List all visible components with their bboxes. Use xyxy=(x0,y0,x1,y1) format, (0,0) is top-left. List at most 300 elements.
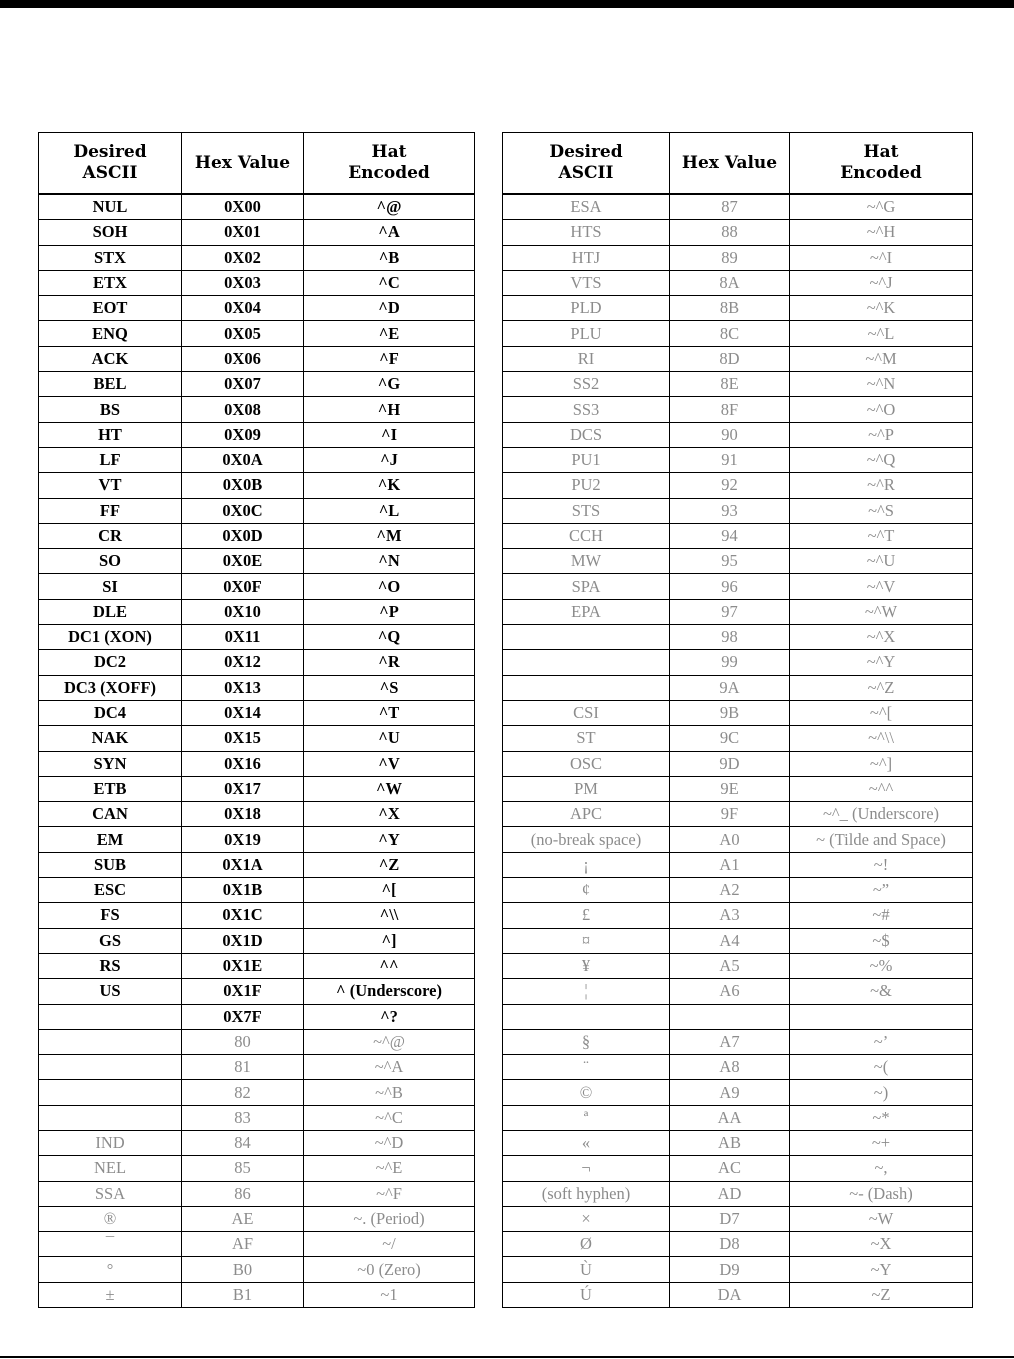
hex-cell: 83 xyxy=(182,1105,304,1130)
hex-cell: 89 xyxy=(670,245,790,270)
table-row xyxy=(503,1130,973,1155)
hat-cell: ^? xyxy=(304,1004,475,1029)
hat-cell: ~^W xyxy=(790,599,973,624)
hat-cell: ~^^ xyxy=(790,776,973,801)
hat-cell: ^M xyxy=(304,523,475,548)
ascii-cell: ESA xyxy=(503,194,670,220)
hex-cell xyxy=(670,1004,790,1029)
table-row xyxy=(503,1282,973,1307)
header-hex-value: Hex Value xyxy=(182,133,304,195)
hex-cell: AA xyxy=(670,1105,790,1130)
ascii-cell xyxy=(503,675,670,700)
ascii-cell: « xyxy=(503,1130,670,1155)
hex-cell: 8D xyxy=(670,346,790,371)
ascii-cell: ª xyxy=(503,1105,670,1130)
ascii-cell: OSC xyxy=(503,751,670,776)
ascii-cell: SSA xyxy=(39,1181,182,1206)
hex-cell: A8 xyxy=(670,1055,790,1080)
hex-cell: 0X10 xyxy=(182,599,304,624)
table-row xyxy=(39,372,475,397)
hex-cell: 0X1F xyxy=(182,979,304,1004)
hat-cell: ~^X xyxy=(790,625,973,650)
hat-cell: ~^H xyxy=(790,220,973,245)
hex-cell: D8 xyxy=(670,1232,790,1257)
table-row xyxy=(39,1282,475,1307)
hat-cell: ^K xyxy=(304,473,475,498)
hat-cell: ^L xyxy=(304,498,475,523)
ascii-cell: CAN xyxy=(39,802,182,827)
hex-cell: 0X11 xyxy=(182,625,304,650)
table-row xyxy=(503,1029,973,1054)
table-row xyxy=(503,827,973,852)
ascii-cell: HTS xyxy=(503,220,670,245)
header-row xyxy=(39,133,475,195)
hex-cell: A2 xyxy=(670,878,790,903)
table-row xyxy=(503,473,973,498)
ascii-cell xyxy=(39,1004,182,1029)
ascii-cell: ¬ xyxy=(503,1156,670,1181)
hex-cell: B0 xyxy=(182,1257,304,1282)
hex-cell: 0X17 xyxy=(182,776,304,801)
ascii-cell: PU1 xyxy=(503,447,670,472)
hat-cell: ~* xyxy=(790,1105,973,1130)
header-desired-ascii xyxy=(39,133,182,195)
table-row xyxy=(39,827,475,852)
hat-cell: ~. (Period) xyxy=(304,1206,475,1231)
hat-cell: ~^T xyxy=(790,523,973,548)
hex-cell: 0X06 xyxy=(182,346,304,371)
hex-cell: A9 xyxy=(670,1080,790,1105)
ascii-cell: DC4 xyxy=(39,700,182,725)
header-desired-line1: Desired xyxy=(73,142,147,162)
table-row xyxy=(503,1055,973,1080)
hex-cell: 9C xyxy=(670,726,790,751)
table-row xyxy=(503,1206,973,1231)
table-row xyxy=(39,903,475,928)
hex-cell: AF xyxy=(182,1232,304,1257)
hex-cell: A7 xyxy=(670,1029,790,1054)
table-row xyxy=(503,194,973,220)
ascii-cell: ENQ xyxy=(39,321,182,346)
ascii-cell: DC2 xyxy=(39,650,182,675)
hat-cell: ~^I xyxy=(790,245,973,270)
header-hat-encoded xyxy=(304,133,475,195)
table-row xyxy=(503,903,973,928)
hat-cell: ~^Z xyxy=(790,675,973,700)
hat-cell: ~^_ (Underscore) xyxy=(790,802,973,827)
hat-cell: ^I xyxy=(304,422,475,447)
hat-cell: ~^\\ xyxy=(790,726,973,751)
table-row xyxy=(39,1232,475,1257)
hat-cell: ~$ xyxy=(790,928,973,953)
header-desired-line1: Desired xyxy=(549,142,623,162)
table-row xyxy=(503,878,973,903)
table-row xyxy=(503,776,973,801)
table-row xyxy=(503,422,973,447)
table-row xyxy=(39,1257,475,1282)
table-row xyxy=(503,270,973,295)
hex-cell: 0X1B xyxy=(182,878,304,903)
hex-cell: A0 xyxy=(670,827,790,852)
hat-cell: ~^Y xyxy=(790,650,973,675)
table-row xyxy=(503,1181,973,1206)
table-row xyxy=(39,599,475,624)
table-row xyxy=(503,1105,973,1130)
table-row xyxy=(503,574,973,599)
hex-cell: 0X00 xyxy=(182,194,304,220)
table-row xyxy=(503,498,973,523)
hex-cell: 80 xyxy=(182,1029,304,1054)
hex-cell: AC xyxy=(670,1156,790,1181)
hat-cell: ^S xyxy=(304,675,475,700)
header-desired-ascii xyxy=(503,133,670,195)
table-row xyxy=(39,776,475,801)
ascii-cell: SS2 xyxy=(503,372,670,397)
hat-cell: ^G xyxy=(304,372,475,397)
hat-cell: ^A xyxy=(304,220,475,245)
hat-cell: ^Z xyxy=(304,852,475,877)
table-row xyxy=(39,751,475,776)
hat-cell: ^V xyxy=(304,751,475,776)
table-row xyxy=(503,523,973,548)
hex-cell: 0X0F xyxy=(182,574,304,599)
hex-cell: 98 xyxy=(670,625,790,650)
hat-cell: ~^@ xyxy=(304,1029,475,1054)
table-row xyxy=(39,245,475,270)
header-desired-line2: ASCII xyxy=(82,163,138,183)
hex-cell: 0X02 xyxy=(182,245,304,270)
hex-cell: 0X01 xyxy=(182,220,304,245)
table-row xyxy=(503,599,973,624)
ascii-cell: PU2 xyxy=(503,473,670,498)
hex-cell: 9D xyxy=(670,751,790,776)
table-row xyxy=(39,1130,475,1155)
hex-cell: 0X0B xyxy=(182,473,304,498)
hat-cell: ^N xyxy=(304,549,475,574)
hex-cell: A4 xyxy=(670,928,790,953)
ascii-cell xyxy=(39,1080,182,1105)
ascii-cell xyxy=(503,650,670,675)
hat-cell: ~^D xyxy=(304,1130,475,1155)
ascii-cell: ¥ xyxy=(503,953,670,978)
table-row xyxy=(503,953,973,978)
hex-cell: AD xyxy=(670,1181,790,1206)
hat-cell: ~^M xyxy=(790,346,973,371)
table-row xyxy=(39,549,475,574)
hat-cell: ~^F xyxy=(304,1181,475,1206)
hat-cell: ~^O xyxy=(790,397,973,422)
hex-cell: 0X1D xyxy=(182,928,304,953)
hex-cell: AE xyxy=(182,1206,304,1231)
table-row xyxy=(39,675,475,700)
hat-cell: ^ (Underscore) xyxy=(304,979,475,1004)
ascii-cell: Ø xyxy=(503,1232,670,1257)
hex-cell: 9A xyxy=(670,675,790,700)
ascii-cell: ¢ xyxy=(503,878,670,903)
table-row xyxy=(39,700,475,725)
ascii-cell: ¤ xyxy=(503,928,670,953)
ascii-cell: VT xyxy=(39,473,182,498)
hex-cell: A3 xyxy=(670,903,790,928)
hat-cell: ~ (Tilde and Space) xyxy=(790,827,973,852)
ascii-cell: (no-break space) xyxy=(503,827,670,852)
ascii-cell: BS xyxy=(39,397,182,422)
ascii-cell: SPA xyxy=(503,574,670,599)
hat-cell: ~# xyxy=(790,903,973,928)
hat-cell: ~Z xyxy=(790,1282,973,1307)
ascii-cell: Ú xyxy=(503,1282,670,1307)
ascii-cell: LF xyxy=(39,447,182,472)
ascii-cell: GS xyxy=(39,928,182,953)
hex-cell: 97 xyxy=(670,599,790,624)
ascii-cell: © xyxy=(503,1080,670,1105)
hex-cell: 9F xyxy=(670,802,790,827)
hat-cell: ^U xyxy=(304,726,475,751)
hat-cell: ~& xyxy=(790,979,973,1004)
hex-cell: 9B xyxy=(670,700,790,725)
ascii-cell xyxy=(39,1029,182,1054)
table-row xyxy=(39,1206,475,1231)
ascii-cell: SYN xyxy=(39,751,182,776)
ascii-cell: PM xyxy=(503,776,670,801)
ascii-cell: RS xyxy=(39,953,182,978)
table-row xyxy=(39,802,475,827)
hex-cell: 0X16 xyxy=(182,751,304,776)
table-row xyxy=(503,220,973,245)
table-row xyxy=(39,447,475,472)
hat-cell: ~^P xyxy=(790,422,973,447)
hat-cell: ^T xyxy=(304,700,475,725)
table-row xyxy=(503,1156,973,1181)
hex-cell: 8E xyxy=(670,372,790,397)
ascii-cell: ¦ xyxy=(503,979,670,1004)
hex-cell: 94 xyxy=(670,523,790,548)
hat-cell: ~0 (Zero) xyxy=(304,1257,475,1282)
hex-cell: 96 xyxy=(670,574,790,599)
hex-cell: 0X09 xyxy=(182,422,304,447)
hex-cell: 0X0D xyxy=(182,523,304,548)
ascii-cell: HT xyxy=(39,422,182,447)
hat-cell: ~’ xyxy=(790,1029,973,1054)
table-row xyxy=(503,751,973,776)
ascii-cell: DLE xyxy=(39,599,182,624)
header-hat-line1: Hat xyxy=(863,142,899,162)
ascii-cell: Ù xyxy=(503,1257,670,1282)
hex-cell: 95 xyxy=(670,549,790,574)
table-row xyxy=(39,1181,475,1206)
table-row xyxy=(39,523,475,548)
hex-cell: 8C xyxy=(670,321,790,346)
ascii-cell: STX xyxy=(39,245,182,270)
hex-cell: A1 xyxy=(670,852,790,877)
ascii-cell: PLU xyxy=(503,321,670,346)
hat-cell: ~^K xyxy=(790,296,973,321)
ascii-cell: ETX xyxy=(39,270,182,295)
table-row xyxy=(503,1257,973,1282)
table-row xyxy=(503,675,973,700)
hat-cell: ^J xyxy=(304,447,475,472)
ascii-cell: STS xyxy=(503,498,670,523)
header-hat-line2: Encoded xyxy=(840,163,922,183)
hat-cell: ~Y xyxy=(790,1257,973,1282)
hat-cell: ~^C xyxy=(304,1105,475,1130)
table-row xyxy=(39,1105,475,1130)
hat-cell: ^F xyxy=(304,346,475,371)
hat-cell: ~) xyxy=(790,1080,973,1105)
ascii-cell: BEL xyxy=(39,372,182,397)
ascii-cell: NAK xyxy=(39,726,182,751)
hex-cell: 0X08 xyxy=(182,397,304,422)
table-row xyxy=(39,1004,475,1029)
hat-cell: ^P xyxy=(304,599,475,624)
header-hat-line1: Hat xyxy=(371,142,407,162)
ascii-cell: ESC xyxy=(39,878,182,903)
table-row xyxy=(39,220,475,245)
hat-cell: ~^E xyxy=(304,1156,475,1181)
table-row xyxy=(503,726,973,751)
ascii-cell: PLD xyxy=(503,296,670,321)
ascii-cell: NEL xyxy=(39,1156,182,1181)
table-row xyxy=(503,321,973,346)
ascii-cell: DC3 (XOFF) xyxy=(39,675,182,700)
ascii-cell: VTS xyxy=(503,270,670,295)
table-row xyxy=(39,726,475,751)
ascii-cell: EOT xyxy=(39,296,182,321)
hex-cell: A5 xyxy=(670,953,790,978)
table-row xyxy=(39,1055,475,1080)
ascii-cell: ST xyxy=(503,726,670,751)
hat-cell: ~” xyxy=(790,878,973,903)
hat-cell: ~^J xyxy=(790,270,973,295)
hat-cell xyxy=(790,1004,973,1029)
hat-cell: ~^N xyxy=(790,372,973,397)
hex-cell: A6 xyxy=(670,979,790,1004)
table-row xyxy=(503,346,973,371)
hat-cell: ~X xyxy=(790,1232,973,1257)
hex-cell: 99 xyxy=(670,650,790,675)
ascii-cell xyxy=(503,1004,670,1029)
header-hex-value: Hex Value xyxy=(670,133,790,195)
hex-cell: 0X0E xyxy=(182,549,304,574)
hex-cell: 92 xyxy=(670,473,790,498)
hex-cell: 0X18 xyxy=(182,802,304,827)
hat-cell: ^O xyxy=(304,574,475,599)
hat-cell: ~^B xyxy=(304,1080,475,1105)
hex-cell: 0X14 xyxy=(182,700,304,725)
table-row xyxy=(503,625,973,650)
ascii-cell xyxy=(39,1055,182,1080)
hex-cell: 82 xyxy=(182,1080,304,1105)
ascii-cell: ¡ xyxy=(503,852,670,877)
table-row xyxy=(39,422,475,447)
ascii-cell: FF xyxy=(39,498,182,523)
ascii-cell xyxy=(503,625,670,650)
hex-cell: AB xyxy=(670,1130,790,1155)
table-row xyxy=(503,549,973,574)
hat-cell: ^D xyxy=(304,296,475,321)
hat-cell: ~% xyxy=(790,953,973,978)
hex-cell: 0X03 xyxy=(182,270,304,295)
hex-cell: 0X12 xyxy=(182,650,304,675)
hat-cell: ^Q xyxy=(304,625,475,650)
table-row xyxy=(39,928,475,953)
hat-cell: ~^] xyxy=(790,751,973,776)
ascii-cell: RI xyxy=(503,346,670,371)
hex-cell: 90 xyxy=(670,422,790,447)
hat-cell: ^R xyxy=(304,650,475,675)
hat-cell: ~^Q xyxy=(790,447,973,472)
hex-cell: 0X13 xyxy=(182,675,304,700)
table-row xyxy=(39,296,475,321)
hex-cell: 84 xyxy=(182,1130,304,1155)
ascii-cell: SI xyxy=(39,574,182,599)
table-row xyxy=(39,346,475,371)
ascii-cell: IND xyxy=(39,1130,182,1155)
hex-cell: 8F xyxy=(670,397,790,422)
hat-cell: ~- (Dash) xyxy=(790,1181,973,1206)
ascii-cell: ¨ xyxy=(503,1055,670,1080)
ascii-cell: CSI xyxy=(503,700,670,725)
table-row xyxy=(39,498,475,523)
hex-cell: 0X1A xyxy=(182,852,304,877)
table-row xyxy=(503,650,973,675)
ascii-cell: ° xyxy=(39,1257,182,1282)
hat-cell: ~W xyxy=(790,1206,973,1231)
table-row xyxy=(503,852,973,877)
table-row xyxy=(39,397,475,422)
hat-cell: ~^G xyxy=(790,194,973,220)
table-row xyxy=(503,802,973,827)
ascii-cell: ® xyxy=(39,1206,182,1231)
hat-cell: ^@ xyxy=(304,194,475,220)
ascii-cell: (soft hyphen) xyxy=(503,1181,670,1206)
table-row xyxy=(39,1156,475,1181)
table-row xyxy=(503,928,973,953)
hat-cell: ^^ xyxy=(304,953,475,978)
ascii-cell: ACK xyxy=(39,346,182,371)
table-row xyxy=(503,1004,973,1029)
hex-cell: 0X19 xyxy=(182,827,304,852)
table-row xyxy=(503,296,973,321)
hex-cell: 8A xyxy=(670,270,790,295)
ascii-cell: MW xyxy=(503,549,670,574)
table-row xyxy=(503,447,973,472)
ascii-cell: DC1 (XON) xyxy=(39,625,182,650)
hat-cell: ~+ xyxy=(790,1130,973,1155)
ascii-cell: EPA xyxy=(503,599,670,624)
hat-cell: ^C xyxy=(304,270,475,295)
hex-cell: 0X15 xyxy=(182,726,304,751)
hat-cell: ~^[ xyxy=(790,700,973,725)
ascii-cell: SOH xyxy=(39,220,182,245)
table-row xyxy=(503,979,973,1004)
hat-cell: ~^A xyxy=(304,1055,475,1080)
hex-cell: 88 xyxy=(670,220,790,245)
table-row xyxy=(503,397,973,422)
table-row xyxy=(503,372,973,397)
ascii-cell: APC xyxy=(503,802,670,827)
hex-cell: 9E xyxy=(670,776,790,801)
header-row xyxy=(503,133,973,195)
hex-cell: 86 xyxy=(182,1181,304,1206)
table-row xyxy=(39,650,475,675)
ascii-cell: § xyxy=(503,1029,670,1054)
hat-cell: ^X xyxy=(304,802,475,827)
hex-cell: 91 xyxy=(670,447,790,472)
hex-cell: 0X7F xyxy=(182,1004,304,1029)
hex-cell: 0X07 xyxy=(182,372,304,397)
hex-cell: 0X0C xyxy=(182,498,304,523)
